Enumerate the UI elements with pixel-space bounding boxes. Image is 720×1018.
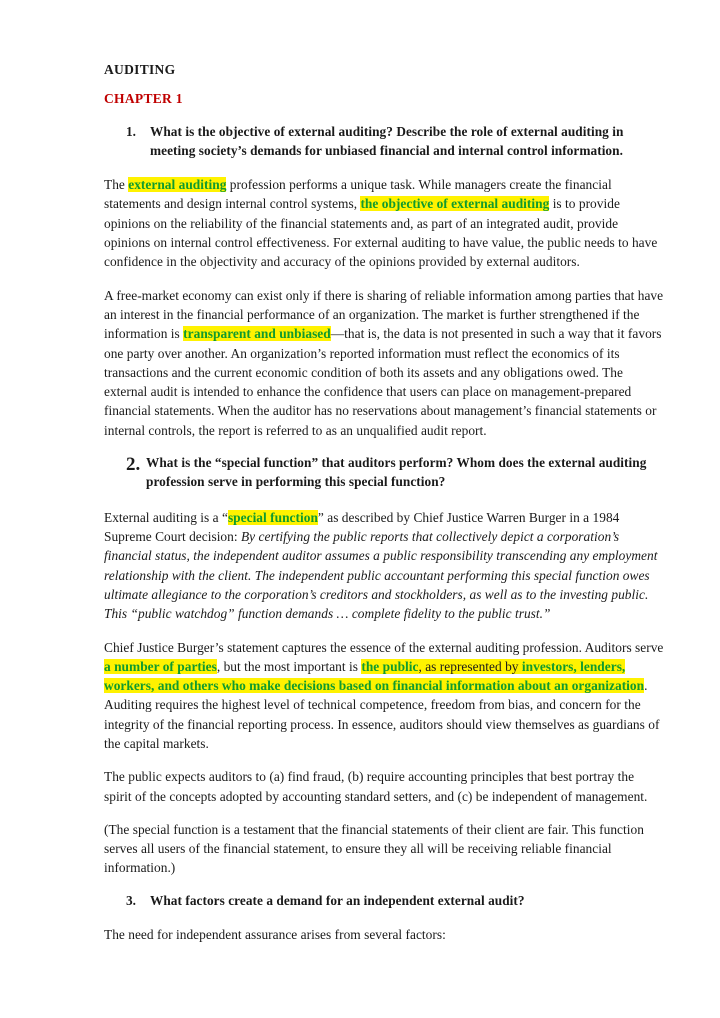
question-number-3: 3. xyxy=(126,892,136,908)
text-run: , but the most important is xyxy=(216,658,362,674)
highlight-investors-lenders-workers: investors, lenders, workers, and others who make decisions based on financial information about an organization xyxy=(104,658,645,694)
answer3-paragraph-1: The need for independent assurance arises from several factors: xyxy=(104,926,446,942)
text-run: is to provide opinions on the reliability of the financial statements and, as part of an integrated audit, provide opinions on internal control effectiveness. For external auditing to have value, the public needs to have confidence in the objectivity and accuracy of the opinions provided by external auditors. xyxy=(104,196,658,270)
text-run: A free-market economy can exist only if there is sharing of reliable information among parties that have an interest in the financial performance of an organization. The market is further strengthened if the information is xyxy=(104,287,664,342)
question-item-2 xyxy=(104,454,664,492)
text-run: —that is, the data is not presented in such a way that it favors one party over another. An organization’s reported information must reflect the economics of its transactions and the current economic condition of both its assets and any obligations owed. The external audit is intended to enhance the confidence that users can place on management-prepared financial statements. When the auditor has no reservations about management’s financial statements or internal controls, the report is referred to as an unqualified audit report. xyxy=(104,326,662,438)
question-text-3: What factors create a demand for an independent external audit? xyxy=(150,892,525,908)
text-run: : xyxy=(233,529,241,545)
highlight-objective-of-external-auditing: the objective of external auditing xyxy=(360,196,550,212)
answer2-paragraph-2 xyxy=(104,638,664,754)
text-run: Chief Justice Burger’s statement captures the essence of the external auditing profession. Auditors serve xyxy=(104,639,664,655)
highlight-transparent-and-unbiased: transparent and unbiased xyxy=(183,326,331,342)
question-item-3 xyxy=(104,892,664,911)
burger-quote: By certifying the public reports that collectively depict a corporation’s financial status, the independent auditor assumes a public responsibility transcending any employment relationship with the client. The independent public accountant performing this special function owes ultimate allegiance to the corporation’s creditors and stockholders, as well as to the investing public. This “public watchdog” function demands … complete fidelity to the public trust.” xyxy=(104,529,658,622)
answer2-paragraph-1 xyxy=(104,508,664,624)
document-title: AUDITING xyxy=(104,62,176,77)
highlight-the-public: the public xyxy=(361,658,419,674)
question-text-2: What is the “special function” that auditors perform? Whom does the external auditing profession serve in performing this special function? xyxy=(146,454,647,489)
chapter-heading: CHAPTER 1 xyxy=(104,91,183,107)
highlight-number-of-parties: a number of parties xyxy=(104,658,217,674)
question-item-1 xyxy=(104,123,664,161)
highlight-as-represented-by: , as represented by xyxy=(418,658,522,674)
answer2-paragraph-3: The public expects auditors to (a) find fraud, (b) require accounting principles that best portray the spirit of the concepts adopted by accounting standard setters, and (c) be independent of management. xyxy=(104,769,648,804)
answer1-paragraph-2 xyxy=(104,286,664,440)
question-number-1: 1. xyxy=(126,124,136,140)
highlight-external-auditing: external auditing xyxy=(128,177,227,193)
answer1-paragraph-1 xyxy=(104,175,664,271)
answer2-paragraph-4: (The special function is a testament that the financial statements of their client are fair. This function serves all users of the financial statement, to ensure they all will be receiving reliable financial information.) xyxy=(104,821,644,876)
text-run: profession performs a unique task. While managers create the financial statements and design internal control systems, xyxy=(104,177,612,212)
question-number-2: 2. xyxy=(126,453,141,475)
text-run: The xyxy=(104,177,129,193)
highlight-special-function: special function xyxy=(227,509,318,525)
text-run: External auditing is a “ xyxy=(104,509,228,525)
text-run: ” as described by Chief Justice Warren Burger in a 1984 Supreme Court decision xyxy=(104,509,620,545)
text-run: . Auditing requires the highest level of technical competence, freedom from bias, and concern for the integrity of the financial reporting process. In essence, auditors should view themselves as guardians of the capital markets. xyxy=(104,678,660,751)
question-text-1: What is the objective of external auditing? Describe the role of external auditing in meeting society’s demands for unbiased financial and internal control information. xyxy=(150,124,624,159)
